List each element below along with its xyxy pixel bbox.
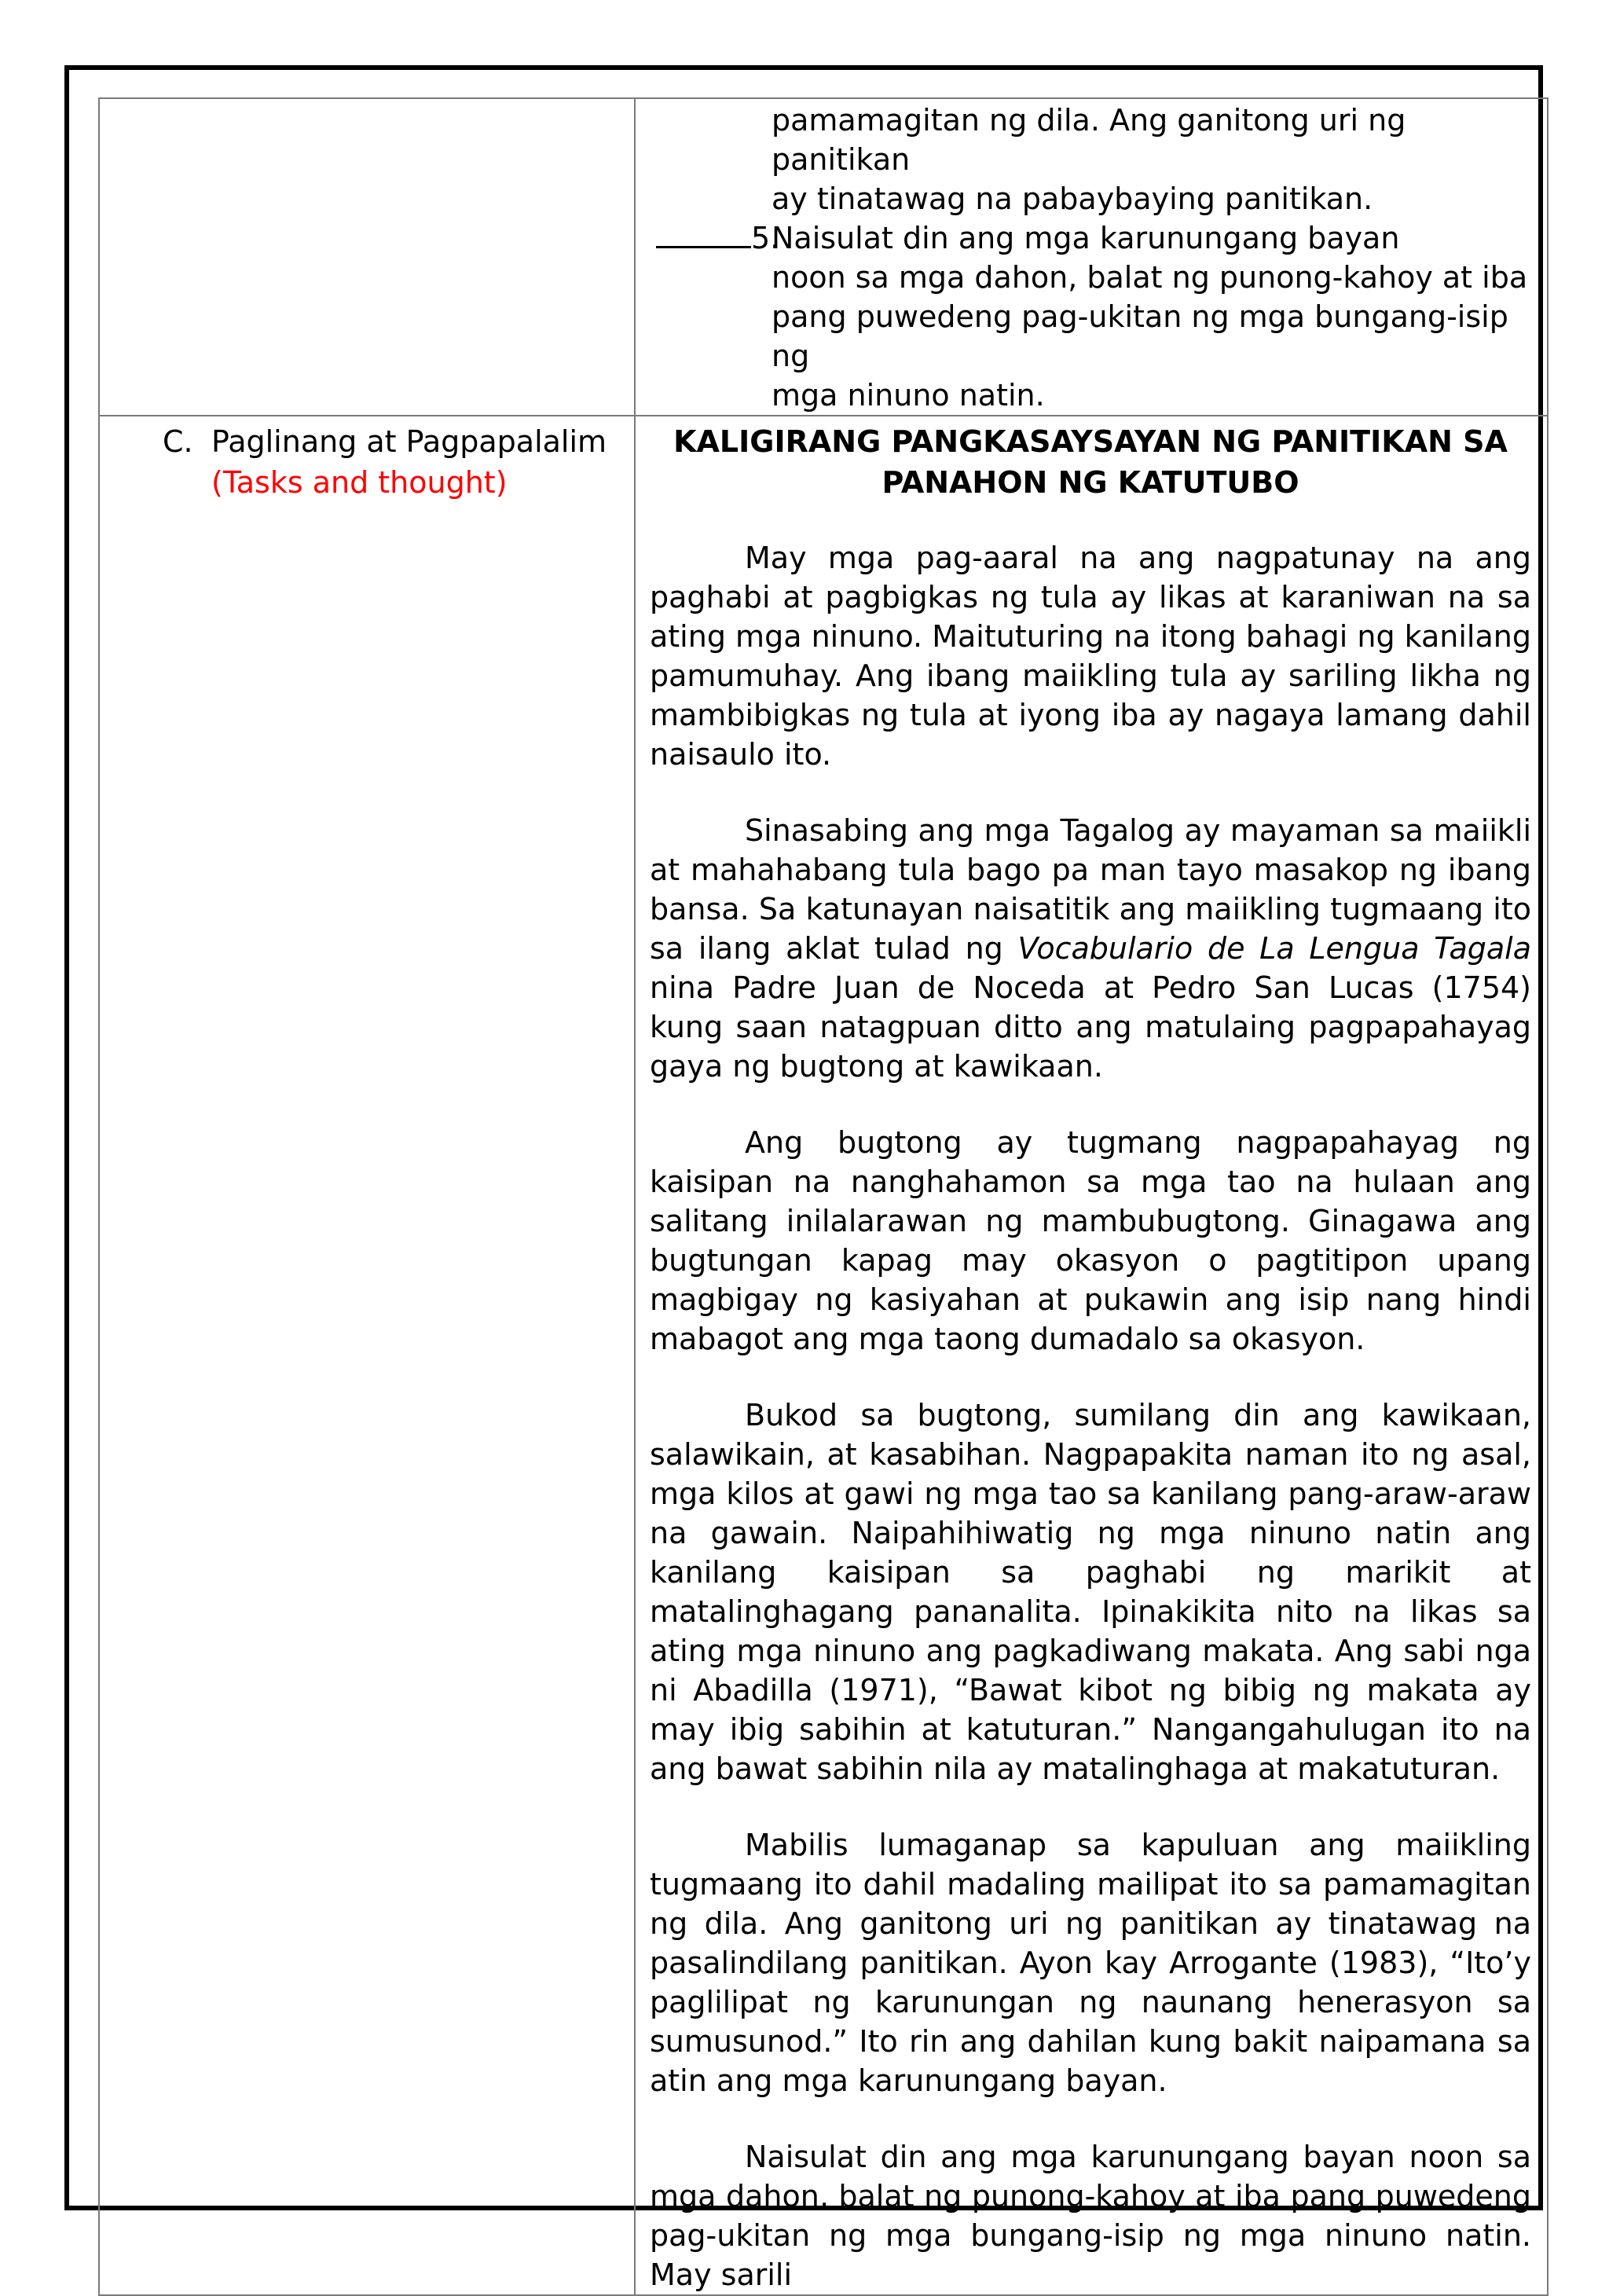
quiz-item-5 <box>636 218 1547 415</box>
item-number: 5. <box>751 221 780 255</box>
table-row <box>99 416 1548 2295</box>
empty-left-cell <box>99 98 635 416</box>
book-title: Vocabulario de La Lengua Tagala <box>1017 931 1531 966</box>
item-line: Naisulat din ang mga karunungang bayan <box>772 221 1400 255</box>
section-subtitle: (Tasks and thought) <box>211 465 508 500</box>
paragraph-4: Bukod sa bugtong, sumilang din ang kawikaan, salawikain, at kasabihan. Nagpapakita naman ito ng asal, mga kilos at gawi ng mga tao sa kanilang pang-araw-araw na gawain. Naipahihiwatig ng mga ninuno natin ang kanilang kaisipan sa paghabi ng marikit at matalinghagang pananalita. Ipinakikita nito na likas sa ating mga ninuno ang pagkadiwang makata. Ang sabi nga ni Abadilla (1971), “Bawat kibot ng bibig ng makata ay may ibig sabihin at katuturan.” Nangangahulugan ito na ang bawat sabihin nila ay matalinghaga at makatuturan. <box>650 1398 1531 1786</box>
reading-title: KALIGIRANG PANGKASAYSAYAN NG PANITIKAN SA PANAHON NG KATUTUBO <box>673 424 1508 500</box>
section-c-label <box>100 416 634 503</box>
paragraph-2 <box>650 811 1531 1086</box>
table-row <box>99 98 1548 416</box>
paragraph-6: Naisulat din ang mga karunungang bayan noon sa mga dahon, balat ng punong-kahoy at iba pang puwedeng pag-ukitan ng mga bungang-isip ng mga ninuno natin. May sarili <box>650 2140 1531 2292</box>
item-line: mga ninuno natin. <box>772 378 1045 413</box>
section-title: Paglinang at Pagpapalalim <box>211 424 607 459</box>
paragraph-5: Mabilis lumaganap sa kapuluan ang maiikling tugmaang ito dahil madaling mailipat ito sa pamamagitan ng dila. Ang ganitong uri ng panitikan ay tinatawag na pasalindilang panitikan. Ayon kay Arrogante (1983), “Ito’y paglilipat ng karunungan ng naunang henerasyon sa sumusunod.” Ito rin ang dahilan kung bakit naipamana sa atin ang mga karunungang bayan. <box>650 1828 1531 2098</box>
paragraph-2-after: nina Padre Juan de Noceda at Pedro San Lucas (1754) kung saan natagpuan ditto ang matulaing pagpapahayag gaya ng bugtong at kawikaan. <box>650 970 1531 1084</box>
reading-cell <box>635 416 1548 2295</box>
section-label-cell <box>99 416 635 2295</box>
lesson-plan-table <box>98 97 1549 2296</box>
reading-passage <box>636 416 1547 2294</box>
quiz-continuation-cell <box>635 98 1548 416</box>
item-line: pang puwedeng pag-ukitan ng mga bungang-isip ng <box>772 299 1508 373</box>
continuation-line: pamamagitan ng dila. Ang ganitong uri ng panitikan <box>772 103 1406 177</box>
item-line: noon sa mga dahon, balat ng punong-kahoy at iba <box>772 260 1528 295</box>
continuation-line: ay tinatawag na pabaybaying panitikan. <box>772 182 1373 216</box>
paragraph-2-before: Sinasabing ang mga Tagalog ay mayaman sa maiikli at mahahabang tula bago pa man tayo masakop ng ibang bansa. Sa katunayan naisatitik ang maiikling tugmaang ito sa ilang aklat tulad ng <box>650 813 1531 966</box>
paragraph-3: Ang bugtong ay tugmang nagpapahayag ng kaisipan na nanghahamon sa mga tao na hulaan ang salitang inilalarawan ng mambubugtong. Ginagawa ang bugtungan kapag may okasyon o pagtitipon upang magbigay ng kasiyahan at pukawin ang isip nang hindi mabagot ang mga taong dumadalo sa okasyon. <box>650 1125 1531 1356</box>
answer-blank[interactable] <box>656 218 779 258</box>
section-letter: C. <box>163 424 193 459</box>
previous-item-continuation <box>636 99 1547 218</box>
paragraph-1: May mga pag-aaral na ang nagpatunay na ang paghabi at pagbigkas ng tula ay likas at karaniwan na sa ating mga ninuno. Maituturing na itong bahagi ng kanilang pamumuhay. Ang ibang maiikling tula ay sariling likha ng mambibigkas ng tula at iyong iba ay nagaya lamang dahil naisaulo ito. <box>650 541 1531 772</box>
